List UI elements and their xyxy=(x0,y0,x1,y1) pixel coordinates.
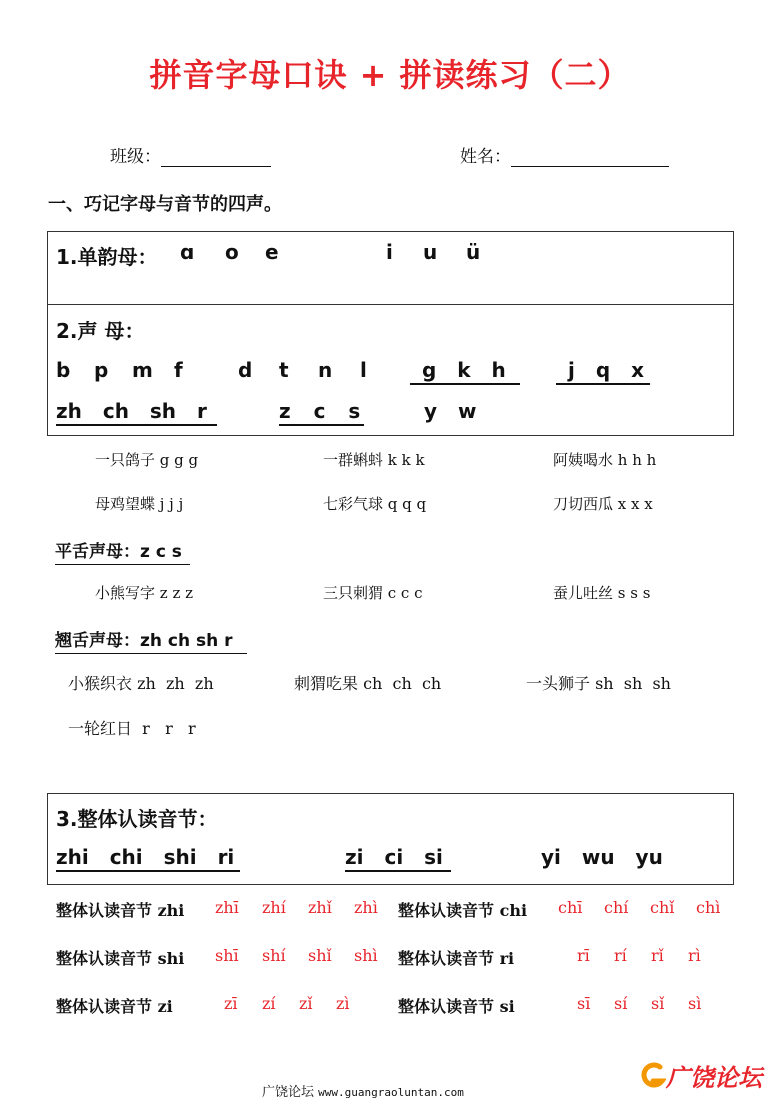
mnemonic-q: 七彩气球 q q q xyxy=(323,495,427,513)
initial-d: d xyxy=(238,358,253,382)
tone-label-ri: 整体认读音节 ri xyxy=(398,949,515,968)
box1-label: 1.单韵母： xyxy=(56,245,158,269)
tone-ri-2: rí xyxy=(614,946,627,965)
mnemonic-ch: 刺猬吃果 ch ch ch xyxy=(294,674,442,693)
tone-zi-2: zí xyxy=(262,994,276,1013)
mnemonic-c: 三只刺猬 c c c xyxy=(323,584,423,602)
tone-si-4: sì xyxy=(688,994,702,1013)
mnemonic-k: 一群蝌蚪 k k k xyxy=(323,451,425,469)
initials-zcs: z c s xyxy=(279,399,364,423)
name-blank[interactable] xyxy=(511,148,669,167)
name-field xyxy=(460,142,669,167)
site-logo xyxy=(640,1058,762,1093)
tone-si-2: sí xyxy=(614,994,628,1013)
tone-shi-1: shī xyxy=(215,946,239,965)
mnemonic-g: 一只鸽子 g g g xyxy=(95,451,199,469)
tone-chi-2: chí xyxy=(604,898,629,917)
tone-si-3: sǐ xyxy=(651,994,665,1013)
retro-heading: 翘舌声母：zh ch sh r xyxy=(55,626,247,654)
box3-label: 3.整体认读音节： xyxy=(56,807,218,831)
final-o: o xyxy=(225,240,239,264)
tone-zhi-2: zhí xyxy=(262,898,286,917)
tone-zi-1: zī xyxy=(224,994,238,1013)
mnemonic-zh: 小猴织衣 zh zh zh xyxy=(68,674,214,693)
mnemonic-z: 小熊写字 z z z xyxy=(95,584,194,602)
footer-url[interactable]: www.guangraoluntan.com xyxy=(318,1086,464,1099)
initials-zhchshr: zh ch sh r xyxy=(56,399,217,423)
initial-b: b xyxy=(56,358,71,382)
tone-chi-1: chī xyxy=(558,898,583,917)
footer-credit xyxy=(262,1081,464,1100)
page-title: 拼音字母口诀 + 拼读练习（二） xyxy=(149,56,631,94)
tone-si-1: sī xyxy=(577,994,591,1013)
tone-label-shi: 整体认读音节 shi xyxy=(56,949,185,968)
mnemonic-x: 刀切西瓜 x x x xyxy=(553,495,653,513)
initial-p: p xyxy=(94,358,109,382)
final-u: u xyxy=(423,240,438,264)
syllables-yi-group: yi wu yu xyxy=(541,845,663,869)
section-heading-1: 一、巧记字母与音节的四声。 xyxy=(48,194,282,215)
class-blank[interactable] xyxy=(161,148,271,167)
mnemonic-h: 阿姨喝水 h h h xyxy=(553,451,657,469)
initials-gkh: g k h xyxy=(410,358,520,382)
initial-n: n xyxy=(318,358,333,382)
mnemonic-sh: 一头狮子 sh sh sh xyxy=(526,674,671,693)
initial-t: t xyxy=(279,358,289,382)
class-label: 班级： xyxy=(110,147,161,167)
tone-chi-3: chǐ xyxy=(650,898,675,917)
tone-shi-4: shì xyxy=(354,946,378,965)
syllables-zi-group: zi ci si xyxy=(345,845,451,869)
initials-jqx: j q x xyxy=(556,358,650,382)
tone-zi-3: zǐ xyxy=(299,994,313,1013)
initial-m: m xyxy=(132,358,153,382)
footer-site-name: 广饶论坛 xyxy=(262,1085,315,1100)
initials-yw: y w xyxy=(424,399,477,423)
flat-heading: 平舌声母：z c s xyxy=(55,537,190,565)
final-v: ü xyxy=(466,240,481,264)
tone-label-si: 整体认读音节 si xyxy=(398,997,515,1016)
tone-ri-3: rǐ xyxy=(651,946,664,965)
initial-l: l xyxy=(360,358,367,382)
mnemonic-r: 一轮红日 r r r xyxy=(68,719,196,738)
tone-zhi-3: zhǐ xyxy=(308,898,332,917)
tone-zi-4: zì xyxy=(336,994,350,1013)
final-e: e xyxy=(265,240,279,264)
mnemonic-s: 蚕儿吐丝 s s s xyxy=(553,584,651,602)
tone-zhi-4: zhì xyxy=(354,898,378,917)
final-a: ɑ xyxy=(180,240,195,264)
tone-label-zhi: 整体认读音节 zhi xyxy=(56,901,185,920)
logo-icon xyxy=(640,1061,666,1091)
tone-zhi-1: zhī xyxy=(215,898,239,917)
mnemonic-j: 母鸡望蝶 j j j xyxy=(95,495,184,513)
tone-label-chi: 整体认读音节 chi xyxy=(398,901,528,920)
initial-f: f xyxy=(174,358,183,382)
tone-chi-4: chì xyxy=(696,898,721,917)
tone-ri-1: rī xyxy=(577,946,590,965)
logo-text: 广饶论坛 xyxy=(666,1064,762,1092)
tone-label-zi: 整体认读音节 zi xyxy=(56,997,173,1016)
tone-ri-4: rì xyxy=(688,946,701,965)
tone-shi-3: shǐ xyxy=(308,946,332,965)
syllables-zhi-group: zhi chi shi ri xyxy=(56,845,240,869)
name-label: 姓名： xyxy=(460,147,511,167)
box2-label: 2.声 母： xyxy=(56,319,145,343)
tone-shi-2: shí xyxy=(262,946,286,965)
final-i: i xyxy=(386,240,393,264)
class-field xyxy=(110,142,271,167)
